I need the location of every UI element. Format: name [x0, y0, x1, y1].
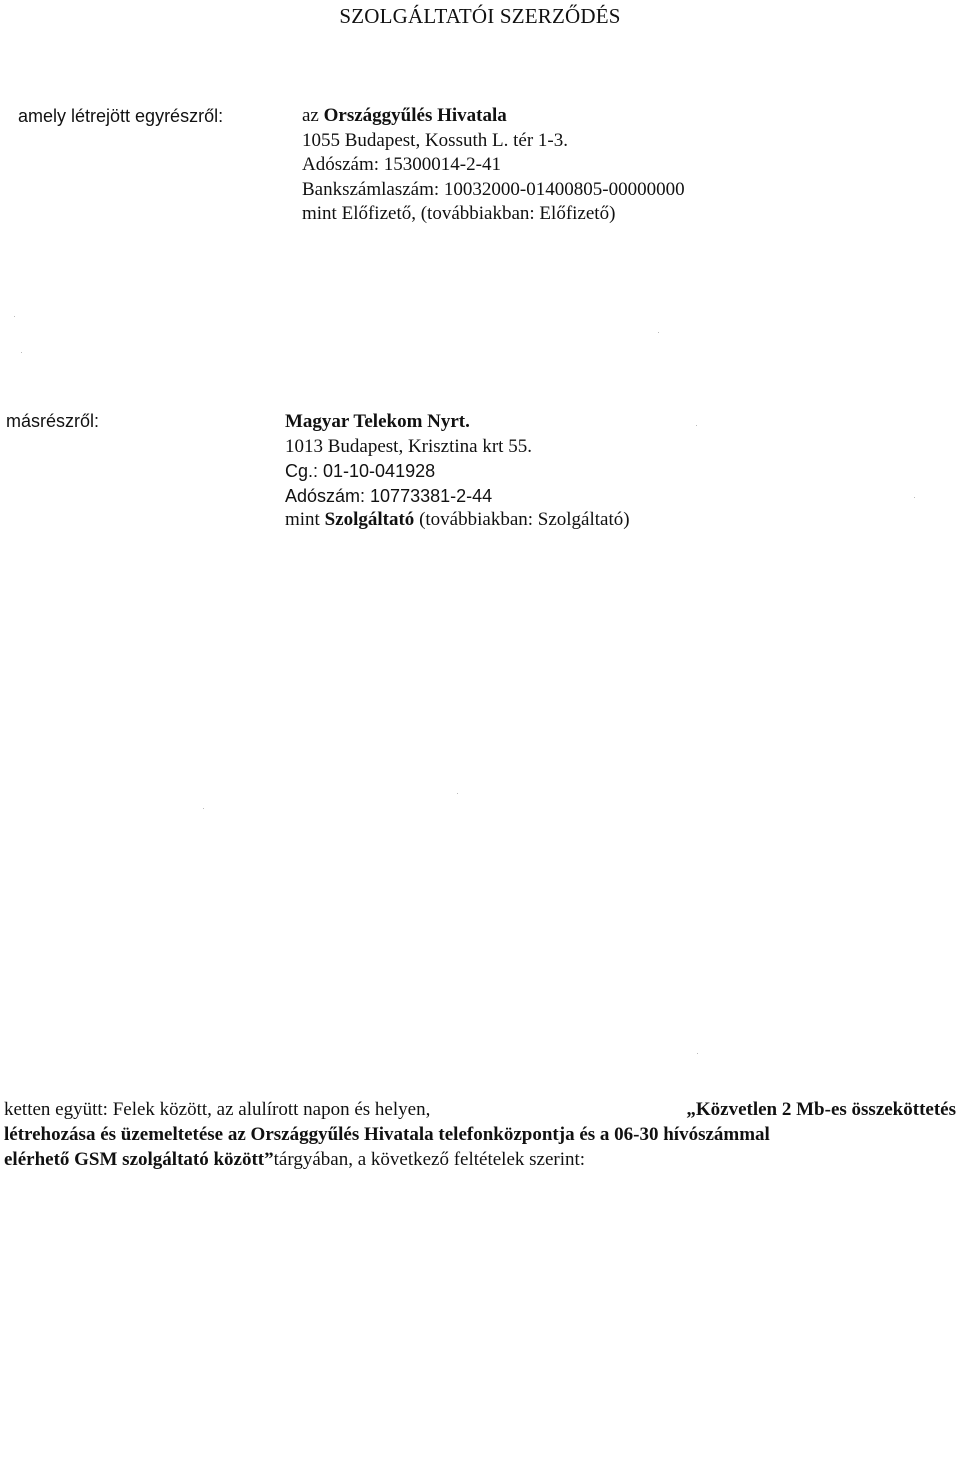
- closing-paragraph: [4, 1097, 956, 1172]
- party2-block: [285, 410, 630, 533]
- scan-speck: [457, 793, 458, 794]
- scan-speck: [914, 497, 915, 498]
- party1-label: amely létrejött egyrészről:: [18, 106, 224, 126]
- party1-address: 1055 Budapest, Kossuth L. tér 1-3.: [302, 129, 568, 151]
- party2-role-line: [285, 508, 630, 533]
- scan-speck: [658, 332, 659, 333]
- party1-bank-account: Bankszámlaszám: 10032000-01400805-00000000: [302, 178, 685, 200]
- scan-speck: [697, 1053, 698, 1054]
- party1-name-prefix: az: [302, 105, 324, 126]
- closing-line-3-bold: elérhető GSM szolgáltató között”: [4, 1149, 274, 1170]
- party2-registry: Cg.: 01-10-041928: [285, 461, 436, 481]
- party1-tax-id: Adószám: 15300014-2-41: [302, 154, 501, 175]
- party2-label: másrészről:: [6, 411, 100, 431]
- party1-block: [302, 104, 685, 227]
- party1-name: Országgyűlés Hivatala: [323, 105, 507, 126]
- party1-name-line: [302, 104, 685, 129]
- document-title: SZOLGÁLTATÓI SZERZŐDÉS: [339, 4, 621, 28]
- closing-line-2-bold: létrehozása és üzemeltetése az Országgyűlés Hivatala telefonközpontja és a 06-30 hívószámmal: [4, 1124, 770, 1145]
- scan-speck: [14, 316, 15, 317]
- party1-role: mint Előfizető, (továbbiakban: Előfizető): [302, 203, 616, 224]
- party2-role-prefix: mint: [285, 509, 325, 530]
- scan-speck: [696, 425, 697, 426]
- party2-address: 1013 Budapest, Krisztina krt 55.: [285, 435, 532, 457]
- party2-name-line: [285, 410, 630, 435]
- closing-line-3: [4, 1147, 956, 1172]
- scan-speck: [21, 352, 22, 353]
- party2-tax-id: Adószám: 10773381-2-44: [285, 485, 493, 506]
- closing-line-1-text: ketten együtt: Felek között, az alulírott napon és helyen,: [4, 1099, 431, 1120]
- closing-line-1-bold: „Közvetlen 2 Mb-es összeköttetés: [686, 1099, 956, 1120]
- closing-line-1: [4, 1097, 956, 1122]
- party2-role-suffix: (továbbiakban: Szolgáltató): [414, 509, 630, 530]
- party2-role-bold: Szolgáltató: [324, 509, 415, 530]
- closing-line-2: [4, 1122, 956, 1147]
- party2-name: Magyar Telekom Nyrt.: [285, 411, 470, 432]
- scan-speck: [203, 808, 204, 809]
- closing-line-3-text: tárgyában, a következő feltételek szerint:: [273, 1149, 586, 1170]
